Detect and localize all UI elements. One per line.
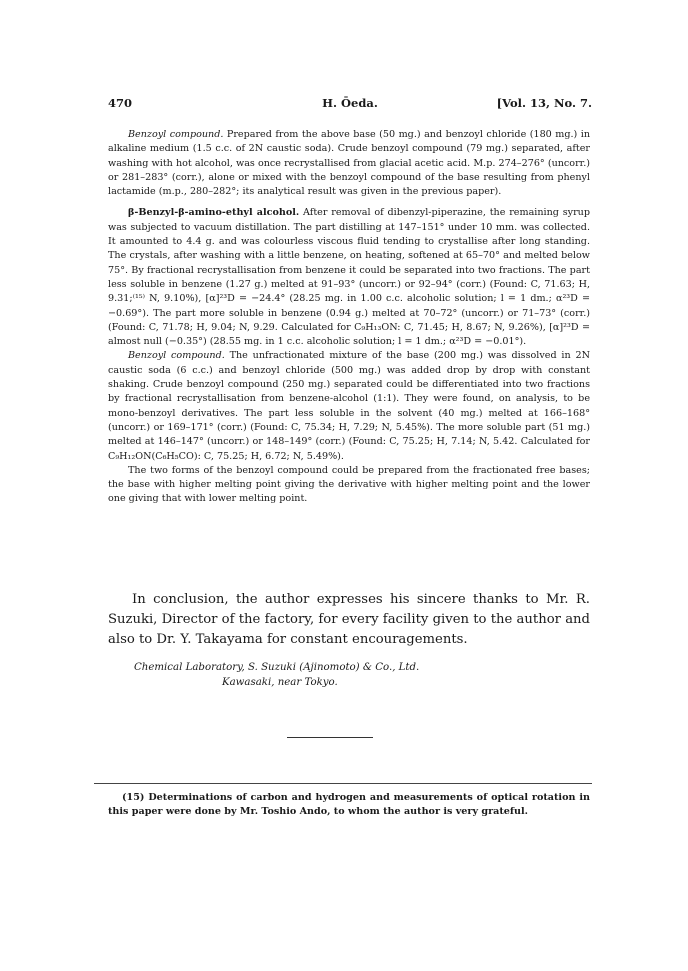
paragraph-benzoyl-compound-1 [108,128,590,199]
paragraph-two-forms [108,464,590,507]
paragraph-body: Prepared from the above base (50 mg.) and benzoyl chloride (180 mg.) in alkaline medium (1.5 c.c. of 2N caustic soda). Crude benzoyl compound (79 mg.) separated, after washing with hot alcohol, was once recrystallised from glacial acetic acid. M.p. 274–276° (uncorr.) or 281–283° (corr.), alone or mixed with the benzoyl compound of the base resulting from phenyl lactamide (m.p., 280–282°; its analytical result was given in the previous paper). [108,129,590,198]
affiliation-block [108,660,590,690]
footnote [108,791,590,819]
conclusion-text: In conclusion, the author expresses his sincere thanks to Mr. R. Suzuki, Director of the factory, for every facility given to the author and also to Dr. Y. Takayama for constant encouragements. [108,592,590,647]
affiliation-line-2: Kawasaki, near Tokyo. [222,677,338,688]
paragraph-body: The two forms of the benzoyl compound could be prepared from the fractionated free bases; the base with higher melting point giving the derivative with higher melting point and the lower one giving that with lower melting point. [108,464,590,505]
paragraph-label: Benzoyl compound. [128,129,224,140]
header-author: H. Ōeda. [322,96,378,110]
paragraph-body: The unfractionated mixture of the base (200 mg.) was dissolved in 2N caustic soda (6 c.c.) and benzoyl chloride (500 mg.) was added drop by drop with constant shaking. Crude benzoyl compound (250 mg.) separated could be differentiated into two fractions by fractional recrystallisation from benzene-alcohol (1:1). They were found, on analysis, to be mono-benzoyl derivatives. The part less soluble in the solvent (40 mg.) melted at 166–168° (uncorr.) or 169–171° (corr.) (Found: C, 75.34; H, 7.29; N, 5.45%). The more soluble part (51 mg.) melted at 146–147° (uncorr.) or 148–149° (corr.) (Found: C, 75.25; H, 7.14; N, 5.42. Calculated for C₉H₁₂ON(C₆H₅CO): C, 75.25; H, 6.72; N, 5.49%). [108,350,590,462]
paragraph-label: β-Benzyl-β-amino-ethyl alcohol. [128,207,300,219]
paragraph-body: After removal of dibenzyl-piperazine, the remaining syrup was subjected to vacuum distillation. The part distilling at 147–151° under 10 mm. was collected. It amounted to 4.4 g. and was colourless viscous fluid tending to crystallise after long standing. The crystals, after washing with a little benzene, on heating, softened at 65–70° and melted below 75°. By fractional recrystallisation from benzene it could be separated into two fractions. The part less soluble in benzene (1.27 g.) melted at 91–93° (uncorr.) or 92–94° (corr.) (Found: C, 71.63; H, 9.31;⁽¹⁵⁾ N, 9.10%), [α]²³D = −24.4° (28.25 mg. in 1.00 c.c. alcoholic solution; l = 1 dm.; α²³D = −0.69°). The part more soluble in benzene (0.94 g.) melted at 70–72° (uncorr.) or 71–73° (corr.) (Found: C, 71.78; H, 9.04; N, 9.29. Calculated for C₉H₁₃ON: C, 71.45; H, 8.67; N, 9.26%), [α]²³D = almost null (−0.35°) (28.55 mg. in 1 c.c. alcoholic solution; l = 1 dm.; α²³D = −0.01°). [108,207,590,348]
page-number: 470 [108,96,133,110]
experimental-text [108,128,590,507]
paragraph-benzyl-amino-ethyl-alcohol [108,206,590,349]
conclusion-acknowledgement [108,590,590,650]
paragraph-label: Benzoyl compound. [128,350,225,362]
paragraph-benzoyl-compound-2 [108,349,590,463]
section-divider [287,737,373,738]
footnote-text: (15) Determinations of carbon and hydrogen and measurements of optical rotation in this paper were done by Mr. Toshio Ando, to whom the author is very grateful. [108,792,590,817]
footnote-divider [94,783,592,784]
affiliation-line-1: Chemical Laboratory, S. Suzuki (Ajinomoto) & Co., Ltd. [134,662,420,673]
header-volume: [Vol. 13, No. 7. [496,96,592,110]
running-header [108,96,592,112]
